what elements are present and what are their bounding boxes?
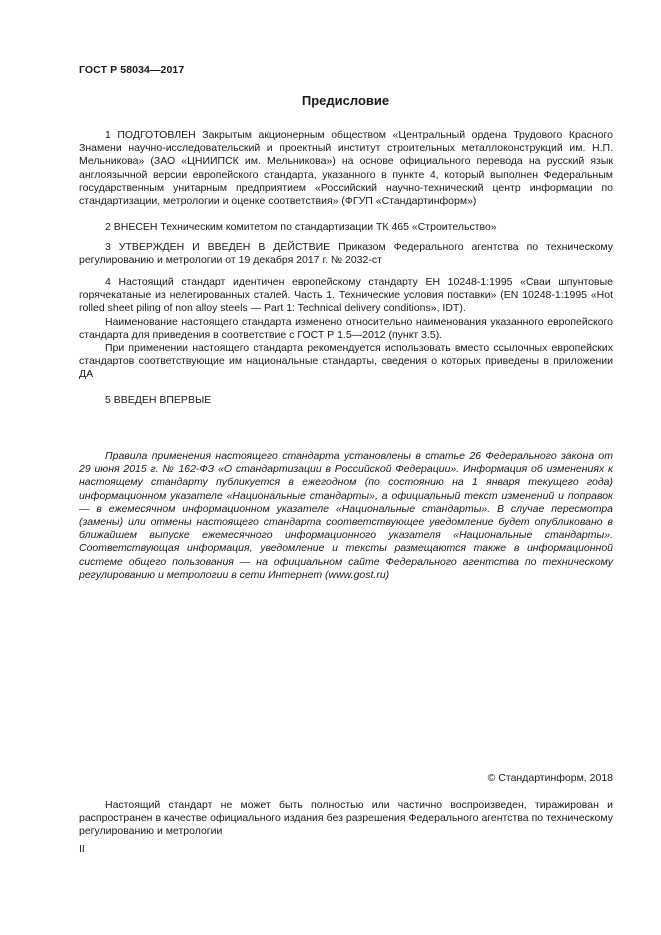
- foreword-item-1: [79, 129, 613, 208]
- foreword-item-1-text: 1 ПОДГОТОВЛЕН Закрытым акционерным обществом «Центральный ордена Трудового Красного Знамени научно-исследовательский и проектный институт строительных металлоконструкций им. Н.П. Мельникова» (ЗАО «ЦНИИПСК им. Мельникова») на основе официального перевода на русский язык англоязычной версии европейского стандарта, указанного в пункте 4, который выполнен Федеральным государственным унитарным предприятием «Российский научно-технический центр информации по стандартизации, метрологии и оценке соответствия» (ФГУП «Стандартинформ»): [79, 129, 613, 208]
- foreword-item-4-para-1: 4 Настоящий стандарт идентичен европейскому стандарту ЕН 10248-1:1995 «Сваи шпунтовые горячекатаные из нелегированных сталей. Часть 1. Технические условия поставки» (EN 10248-1:1995 «Hot rolled sheet piling of non alloy steels — Part 1: Technical delivery conditions», IDT).: [79, 276, 613, 315]
- foreword-item-2-text: 2 ВНЕСЕН Техническим комитетом по стандартизации ТК 465 «Строительство»: [105, 221, 497, 233]
- foreword-item-5: [79, 394, 613, 407]
- application-rules-notice: [79, 450, 613, 582]
- reproduction-notice-text: Настоящий стандарт не может быть полностью или частично воспроизведен, тиражирован и распространен в качестве официального издания без разрешения Федерального агентства по техническому регулированию и метрологии: [79, 799, 613, 838]
- foreword-item-3: [79, 241, 613, 267]
- copyright-line: © Стандартинформ, 2018: [487, 772, 613, 784]
- application-rules-notice-text: Правила применения настоящего стандарта установлены в статье 26 Федерального закона от 29 июня 2015 г. № 162-ФЗ «О стандартизации в Российской Федерации». Информация об изменениях к настоящему стандарту публикуется в ежегодном (по состоянию на 1 января текущего года) информационном указателе «Национальные стандарты», а официальный текст изменений и поправок — в ежемесячном информационном указателе «Национальные стандарты». В случае пересмотра (замены) или отмены настоящего стандарта соответствующее уведомление будет опубликовано в ближайшем выпуске ежемесячного информационного указателя «Национальные стандарты». Соответствующая информация, уведомление и тексты размещаются также в информационной системе общего пользования — на официальном сайте Федерального агентства по техническому регулированию и метрологии в сети Интернет (www.gost.ru): [79, 450, 613, 581]
- foreword-item-4: [79, 276, 613, 382]
- foreword-item-3-text: 3 УТВЕРЖДЕН И ВВЕДЕН В ДЕЙСТВИЕ Приказом Федерального агентства по техническому регулированию и метрологии от 19 декабря 2017 г. № 2032-ст: [79, 241, 613, 267]
- page-number: II: [79, 843, 85, 855]
- foreword-item-2: [79, 221, 613, 234]
- foreword-item-4-para-2: Наименование настоящего стандарта изменено относительно наименования указанного европейского стандарта для приведения в соответствие с ГОСТ Р 1.5—2012 (пункт 3.5).: [79, 315, 613, 341]
- standard-code-header: ГОСТ Р 58034—2017: [79, 64, 185, 76]
- foreword-item-5-text: 5 ВВЕДЕН ВПЕРВЫЕ: [105, 394, 212, 406]
- reproduction-notice: [79, 799, 613, 839]
- foreword-item-4-para-3: При применении настоящего стандарта рекомендуется использовать вместо ссылочных европейских стандартов соответствующие им национальные стандарты, сведения о которых приведены в приложении ДА: [79, 342, 613, 381]
- page-title: Предисловие: [301, 93, 390, 108]
